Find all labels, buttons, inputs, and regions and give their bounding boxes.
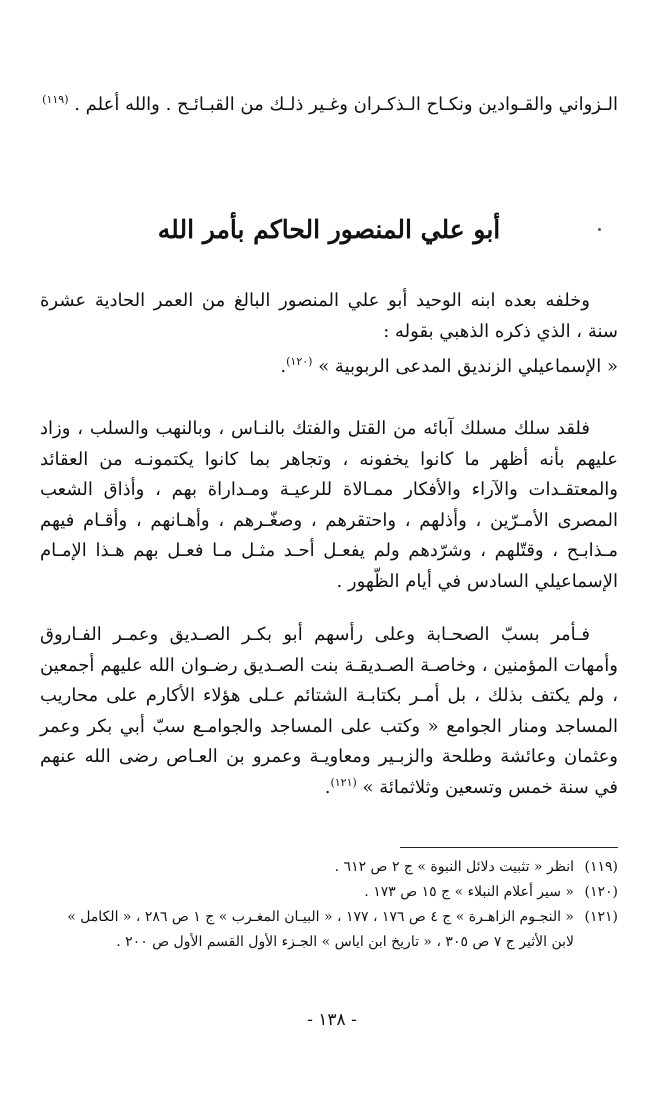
section-heading: أبو علي المنصور الحاكم بأمر الله <box>157 215 501 244</box>
footnote-ref-119: (١١٩) <box>42 93 69 106</box>
quote-period: . <box>280 356 287 377</box>
footnote-121 <box>46 905 618 955</box>
footnote-text: « سير أعلام النبلاء » ج ١٥ ص ١٧٣ . <box>364 884 574 900</box>
footnote-text: « النجـوم الزاهـرة » ج ٤ ص ١٧٦ ، ١٧٧ ، « البيـان المغـرب » ج ١ ص ٢٨٦ ، « الكامل » لابن الأثير ج ٧ ص ٣٠٥ ، « تاريخ ابن اياس » الجـزء الأول القسم الأول ص ٢٠٠ . <box>67 909 574 950</box>
paragraph-deeds: فلقد سلك مسلك آبائه من القتل والفتك بالنـاس ، وبالنهب والسلب ، وزاد عليهم بأنه أظهر ما كانوا يخفونه ، وتجاهر بما كانوا يكتمونـه من العقائد والمعتقـدات والآراء والأفكار ممـالاة للرعيـة ومـداراة بهم ، وأذاق الشعب المصرى الأمـرّين ، وأذلهم ، واحتقرهم ، وصغّـرهم ، وأهـانهم ، وأقـام فيهم مـذابـح ، وقتّلهم ، وشرّدهم ولم يفعـل أحـد مثـل مـا فعـل بهم هـذا الإمـام الإسماعيلي السادس في أيام الظّهور . <box>40 418 618 592</box>
footnote-text: انظر « تثبيت دلائل النبوة » ج ٢ ص ٦١٢ . <box>334 859 574 875</box>
footnote-number: (١٢٠) <box>584 884 618 900</box>
paragraph-succession: وخلفه بعده ابنه الوحيد أبو علي المنصور البالغ من العمر الحادية عشرة سنة ، الذي ذكره الذهبي بقوله : <box>40 290 618 342</box>
footnote-ref-120: (١٢٠) <box>286 355 313 368</box>
footnotes <box>46 855 618 955</box>
dhahabi-quote <box>40 352 618 383</box>
continued-paragraph <box>40 90 618 121</box>
footnote-number: (١٢١) <box>584 909 618 925</box>
paragraph-curses <box>40 620 618 803</box>
quote-text: « الإسماعيلي الزنديق المدعى الربوبية » <box>318 356 618 377</box>
footnote-ref-121: (١٢١) <box>330 775 357 789</box>
footnote-119 <box>46 855 618 880</box>
footnote-number: (١١٩) <box>584 859 618 875</box>
page-number: - ١٣٨ - <box>307 1010 357 1030</box>
continued-paragraph-text: الـزواني والقـوادين ونكـاح الـذكـران وغـير ذلـك من القبـائـح . والله أعلم . <box>74 94 618 115</box>
paragraph-curses-period: . <box>324 776 331 798</box>
footnote-120 <box>46 880 618 905</box>
paragraph-curses-text: فـأمر بسبّ الصحـابة وعلى رأسهم أبو بكـر الصـديق وعمـر الفـاروق وأمهات المؤمنين ، وخاصـة الصـديقـة بنت الصـديق رضـوان الله عليهم أجمعين ، ولم يكتف بذلك ، بل أمـر بكتابـة الشتائم عـلى هؤلاء الأكارم على محاريب المساجد ومنار الجوامع « وكتب على المساجد والجوامـع سبّ أبي بكر وعمر وعثمان وعائشة وطلحة والزبـير ومعاويـة وعمرو بن العـاص رضى الله عنهم في سنة خمس وتسعين وثلاثمائة » <box>40 624 618 798</box>
footnote-separator <box>400 847 618 848</box>
